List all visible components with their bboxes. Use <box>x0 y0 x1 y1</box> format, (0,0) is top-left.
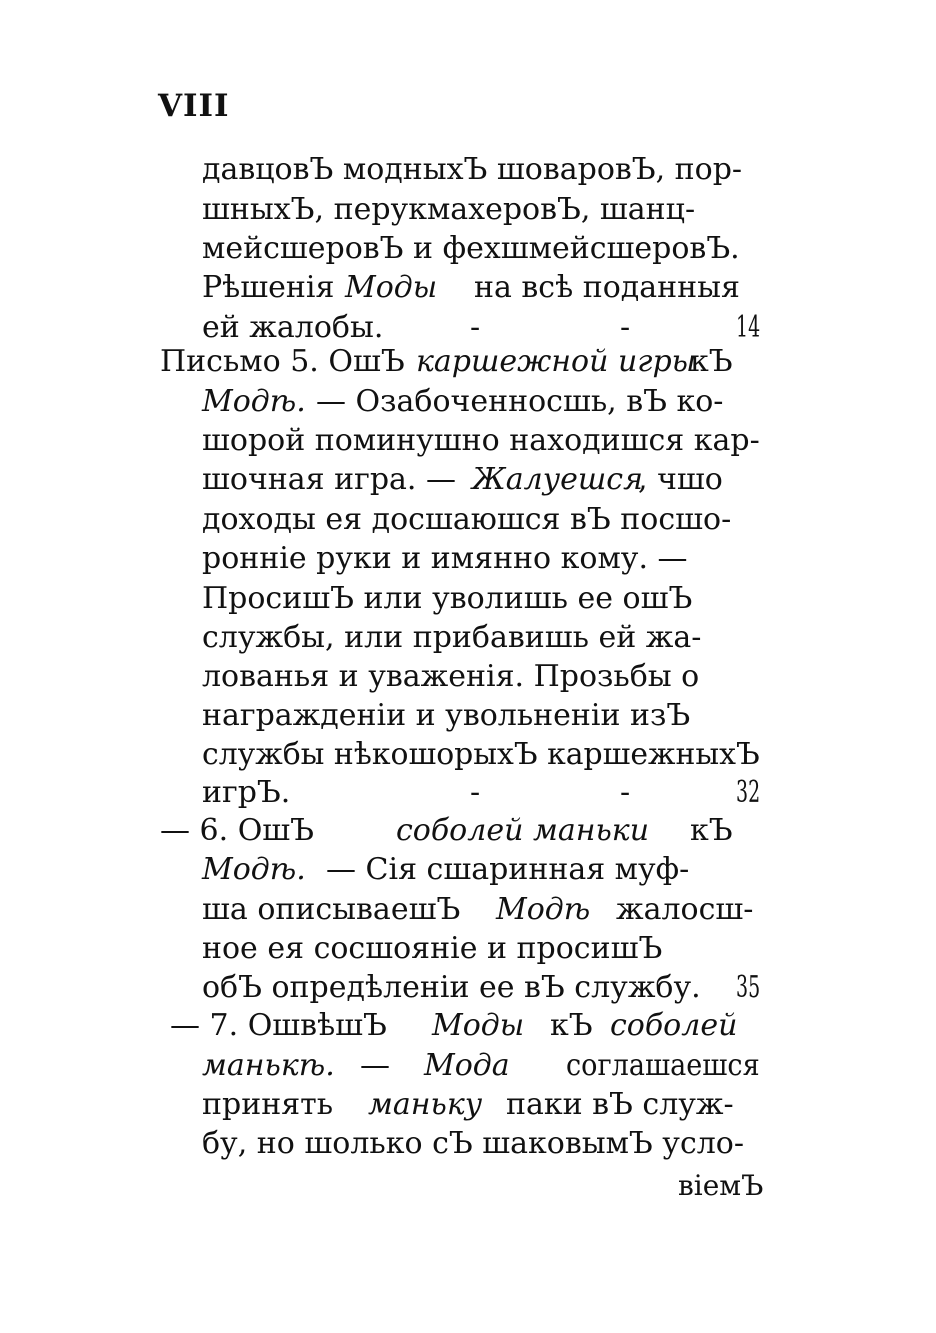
page-number: VIII <box>158 88 230 124</box>
text-segment: игрЪ. <box>202 775 291 810</box>
text-segment: службы, или прибавишь ей жа- <box>202 620 702 655</box>
text-segment: ронніе руки и имянно кому. — <box>202 541 688 576</box>
text-line <box>0 190 936 230</box>
text-line <box>0 657 936 697</box>
italic-segment: Модѣ. <box>202 384 306 419</box>
text-segment: Рѣшенія <box>202 270 335 305</box>
text-segment: — <box>360 1048 390 1083</box>
leader-dash: - <box>620 310 631 345</box>
text-segment: , чшо <box>638 462 723 497</box>
text-segment: шорой поминушно находишся кар- <box>202 423 760 458</box>
text-line <box>0 382 936 422</box>
text-segment: кЪ <box>690 344 733 379</box>
leader-dash: - <box>470 310 481 345</box>
text-segment: обЪ опредѣленіи ее вЪ службу. <box>202 970 701 1005</box>
italic-segment: Мода <box>424 1048 510 1083</box>
italic-segment: Моды <box>345 270 438 305</box>
text-segment: лованья и уваженія. Прозьбы о <box>202 659 700 694</box>
text-line <box>0 773 936 813</box>
text-segment: паки вЪ служ- <box>506 1087 734 1122</box>
page-reference: 14 <box>736 310 761 345</box>
leader-dash: - <box>470 775 481 810</box>
text-segment: шныхЪ, перукмахеровЪ, шанц- <box>202 192 696 227</box>
text-segment: ша описываешЪ <box>202 892 461 927</box>
text-line <box>0 850 936 890</box>
text-segment: доходы ея досшаюшся вЪ посшо- <box>202 502 732 537</box>
italic-segment: Моды <box>432 1008 525 1043</box>
text-segment: соглашаешся <box>566 1048 760 1083</box>
text-segment: Письмо 5. ОшЪ <box>160 344 405 379</box>
text-segment: — 6. ОшЪ <box>160 813 315 848</box>
page-reference: 35 <box>736 970 761 1005</box>
text-line <box>0 421 936 461</box>
text-line <box>0 968 936 1008</box>
text-line <box>0 735 936 775</box>
text-line <box>0 150 936 190</box>
text-line <box>0 460 936 500</box>
italic-segment: каршежной игры <box>416 344 697 379</box>
text-line <box>0 811 936 851</box>
text-line <box>0 342 936 382</box>
text-segment: мейсшеровЪ и фехшмейсшеровЪ. <box>202 231 740 266</box>
text-segment: жалосш- <box>616 892 754 927</box>
text-segment: ей жалобы. <box>202 310 384 345</box>
text-line <box>0 268 936 308</box>
text-segment: кЪ <box>550 1008 593 1043</box>
text-line <box>0 1046 936 1086</box>
text-segment: на всѣ поданныя <box>474 270 740 305</box>
italic-segment: соболей <box>610 1008 738 1043</box>
catchword: віемЪ <box>678 1169 764 1202</box>
text-line <box>0 890 936 930</box>
text-segment: принять <box>202 1087 334 1122</box>
text-segment: бу, но шолько сЪ шаковымЪ усло- <box>202 1126 745 1161</box>
leader-dash: - <box>620 775 631 810</box>
text-segment: награжденіи и увольненіи изЪ <box>202 698 691 733</box>
text-segment: кЪ <box>690 813 733 848</box>
italic-segment: манькѣ. <box>202 1048 335 1083</box>
text-segment: — Сія сшаринная муф- <box>326 852 690 887</box>
text-segment: — Озабоченносшь, вЪ ко- <box>316 384 724 419</box>
text-line <box>0 1006 936 1046</box>
text-line <box>0 696 936 736</box>
text-segment: шочная игра. — <box>202 462 457 497</box>
text-line <box>0 618 936 658</box>
italic-segment: соболей маньки <box>396 813 650 848</box>
text-line <box>0 1085 936 1125</box>
italic-segment: Жалуешся <box>472 462 643 497</box>
text-line <box>0 1124 936 1164</box>
italic-segment: маньку <box>368 1087 483 1122</box>
italic-segment: Модѣ <box>496 892 591 927</box>
text-segment: давцовЪ модныхЪ шоваровЪ, пор- <box>202 152 743 187</box>
text-segment: службы нѣкошорыхЪ каршежныхЪ <box>202 737 760 772</box>
text-line <box>0 500 936 540</box>
text-line <box>0 229 936 269</box>
italic-segment: Модѣ. <box>202 852 306 887</box>
text-line <box>0 579 936 619</box>
text-segment: — 7. ОшвѣшЪ <box>170 1008 387 1043</box>
text-line <box>0 539 936 579</box>
page-reference: 32 <box>736 775 761 810</box>
text-line <box>0 929 936 969</box>
text-segment: ное ея сосшояніе и просишЪ <box>202 931 663 966</box>
text-segment: ПросишЪ или уволишь ее ошЪ <box>202 581 693 616</box>
